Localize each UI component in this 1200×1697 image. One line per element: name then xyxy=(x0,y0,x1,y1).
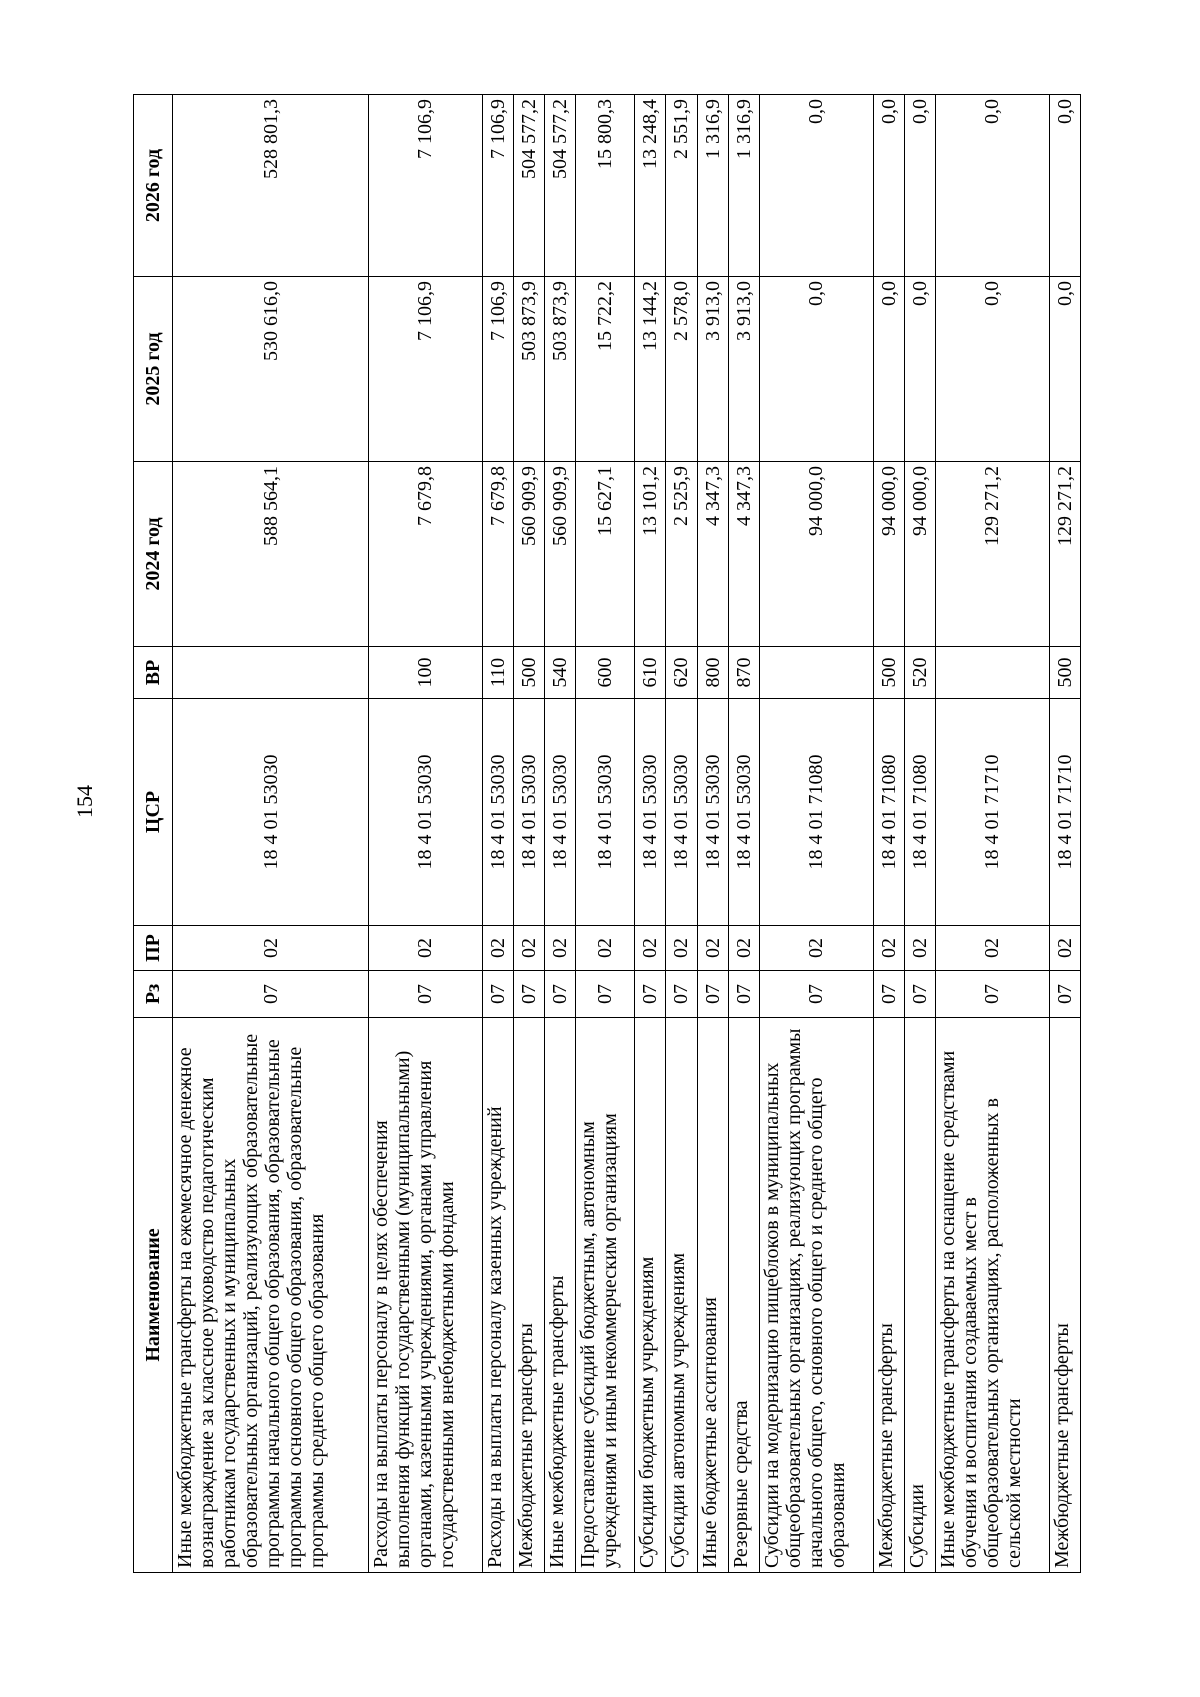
cell-2026: 1 316,9 xyxy=(697,95,728,277)
cell-2026: 13 248,4 xyxy=(635,95,666,277)
cell-2026: 15 800,3 xyxy=(576,95,635,277)
cell-vr: 500 xyxy=(1049,647,1080,699)
cell-rz: 07 xyxy=(666,971,697,1018)
cell-pr: 02 xyxy=(936,926,1050,971)
cell-name: Иные межбюджетные трансферты на оснащение средствами обучения и воспитания создаваемых мест в общеобразовательных организациях, расположенных в сельской местности xyxy=(936,1018,1050,1573)
cell-vr: 870 xyxy=(728,647,759,699)
cell-2024: 560 909,9 xyxy=(545,462,576,647)
cell-pr: 02 xyxy=(576,926,635,971)
cell-2025: 530 616,0 xyxy=(173,277,369,462)
cell-2026: 0,0 xyxy=(873,95,904,277)
cell-2025: 13 144,2 xyxy=(635,277,666,462)
cell-vr: 540 xyxy=(545,647,576,699)
table-row xyxy=(513,95,544,1573)
cell-2026: 1 316,9 xyxy=(728,95,759,277)
header-vr: ВР xyxy=(134,647,173,699)
cell-2026: 504 577,2 xyxy=(513,95,544,277)
cell-2026: 7 106,9 xyxy=(482,95,513,277)
cell-2026: 0,0 xyxy=(936,95,1050,277)
cell-vr: 100 xyxy=(369,647,483,699)
cell-name: Расходы на выплаты персоналу в целях обеспечения выполнения функций государственными (муниципальными) органами, казенными учреждениями, органами управления государственными внебюджетными фондами xyxy=(369,1018,483,1573)
cell-csr: 18 4 01 53030 xyxy=(545,699,576,926)
cell-csr: 18 4 01 71080 xyxy=(873,699,904,926)
cell-rz: 07 xyxy=(545,971,576,1018)
table-row xyxy=(1049,95,1080,1573)
cell-vr: 620 xyxy=(666,647,697,699)
cell-pr: 02 xyxy=(482,926,513,971)
cell-2024: 7 679,8 xyxy=(482,462,513,647)
cell-2024: 2 525,9 xyxy=(666,462,697,647)
cell-2024: 94 000,0 xyxy=(873,462,904,647)
table-row xyxy=(873,95,904,1573)
cell-name: Субсидии автономным учреждениям xyxy=(666,1018,697,1573)
cell-2024: 129 271,2 xyxy=(1049,462,1080,647)
cell-name: Межбюджетные трансферты xyxy=(1049,1018,1080,1573)
cell-csr: 18 4 01 71080 xyxy=(759,699,873,926)
cell-2026: 0,0 xyxy=(904,95,935,277)
cell-2025: 503 873,9 xyxy=(545,277,576,462)
table-row xyxy=(697,95,728,1573)
cell-rz: 07 xyxy=(1049,971,1080,1018)
cell-name: Субсидии на модернизацию пищеблоков в муниципальных общеобразовательных организациях, реализующих программы начального общего, основного общего и среднего общего образования xyxy=(759,1018,873,1573)
cell-rz: 07 xyxy=(482,971,513,1018)
cell-2025: 3 913,0 xyxy=(728,277,759,462)
cell-name: Субсидии бюджетным учреждениям xyxy=(635,1018,666,1573)
table-row xyxy=(545,95,576,1573)
cell-vr: 600 xyxy=(576,647,635,699)
cell-vr: 500 xyxy=(873,647,904,699)
cell-csr: 18 4 01 53030 xyxy=(728,699,759,926)
cell-2024: 13 101,2 xyxy=(635,462,666,647)
budget-table xyxy=(133,94,1081,1573)
cell-vr: 520 xyxy=(904,647,935,699)
cell-2024: 560 909,9 xyxy=(513,462,544,647)
cell-2024: 94 000,0 xyxy=(904,462,935,647)
cell-name: Резервные средства xyxy=(728,1018,759,1573)
table-row xyxy=(904,95,935,1573)
cell-2025: 0,0 xyxy=(904,277,935,462)
table-row xyxy=(173,95,369,1573)
cell-2026: 7 106,9 xyxy=(369,95,483,277)
cell-pr: 02 xyxy=(873,926,904,971)
cell-csr: 18 4 01 53030 xyxy=(369,699,483,926)
cell-csr: 18 4 01 53030 xyxy=(576,699,635,926)
header-name: Наименование xyxy=(134,1018,173,1573)
cell-rz: 07 xyxy=(513,971,544,1018)
rotated-table-container xyxy=(133,95,1081,1573)
cell-csr: 18 4 01 53030 xyxy=(697,699,728,926)
cell-rz: 07 xyxy=(576,971,635,1018)
cell-pr: 02 xyxy=(545,926,576,971)
cell-2025: 7 106,9 xyxy=(369,277,483,462)
cell-name: Иные межбюджетные трансферты на ежемесячное денежное вознаграждение за классное руководство педагогическим работникам государственных и муниципальных образовательных организаций, реализующих образовательные программы начального общего образования, образовательные программы основного общего образования, образовательные программы среднего общего образования xyxy=(173,1018,369,1573)
cell-2024: 7 679,8 xyxy=(369,462,483,647)
cell-vr: 110 xyxy=(482,647,513,699)
cell-2025: 15 722,2 xyxy=(576,277,635,462)
cell-rz: 07 xyxy=(697,971,728,1018)
cell-2024: 15 627,1 xyxy=(576,462,635,647)
cell-2025: 2 578,0 xyxy=(666,277,697,462)
cell-rz: 07 xyxy=(904,971,935,1018)
cell-2024: 4 347,3 xyxy=(697,462,728,647)
cell-2025: 503 873,9 xyxy=(513,277,544,462)
cell-csr: 18 4 01 71710 xyxy=(1049,699,1080,926)
cell-rz: 07 xyxy=(728,971,759,1018)
cell-2024: 588 564,1 xyxy=(173,462,369,647)
cell-2024: 94 000,0 xyxy=(759,462,873,647)
cell-name: Иные межбюджетные трансферты xyxy=(545,1018,576,1573)
cell-2025: 3 913,0 xyxy=(697,277,728,462)
cell-pr: 02 xyxy=(173,926,369,971)
cell-vr: 610 xyxy=(635,647,666,699)
header-2025: 2025 год xyxy=(134,277,173,462)
table-row xyxy=(576,95,635,1573)
cell-pr: 02 xyxy=(697,926,728,971)
cell-csr: 18 4 01 53030 xyxy=(173,699,369,926)
cell-pr: 02 xyxy=(759,926,873,971)
cell-csr: 18 4 01 71080 xyxy=(904,699,935,926)
table-row xyxy=(482,95,513,1573)
cell-2025: 0,0 xyxy=(1049,277,1080,462)
table-row xyxy=(936,95,1050,1573)
table-row xyxy=(369,95,483,1573)
header-pr: ПР xyxy=(134,926,173,971)
cell-vr xyxy=(936,647,1050,699)
cell-vr xyxy=(173,647,369,699)
cell-pr: 02 xyxy=(635,926,666,971)
cell-pr: 02 xyxy=(904,926,935,971)
cell-2026: 504 577,2 xyxy=(545,95,576,277)
cell-pr: 02 xyxy=(513,926,544,971)
cell-rz: 07 xyxy=(173,971,369,1018)
cell-rz: 07 xyxy=(369,971,483,1018)
table-row xyxy=(728,95,759,1573)
header-2026: 2026 год xyxy=(134,95,173,277)
cell-name: Расходы на выплаты персоналу казенных учреждений xyxy=(482,1018,513,1573)
cell-vr xyxy=(759,647,873,699)
cell-2025: 0,0 xyxy=(759,277,873,462)
cell-rz: 07 xyxy=(873,971,904,1018)
cell-2025: 7 106,9 xyxy=(482,277,513,462)
header-2024: 2024 год xyxy=(134,462,173,647)
cell-2025: 0,0 xyxy=(873,277,904,462)
cell-2026: 528 801,3 xyxy=(173,95,369,277)
table-row xyxy=(666,95,697,1573)
cell-name: Межбюджетные трансферты xyxy=(513,1018,544,1573)
cell-name: Межбюджетные трансферты xyxy=(873,1018,904,1573)
cell-2024: 4 347,3 xyxy=(728,462,759,647)
header-csr: ЦСР xyxy=(134,699,173,926)
cell-name: Иные бюджетные ассигнования xyxy=(697,1018,728,1573)
cell-csr: 18 4 01 53030 xyxy=(666,699,697,926)
cell-vr: 800 xyxy=(697,647,728,699)
cell-pr: 02 xyxy=(1049,926,1080,971)
cell-name: Субсидии xyxy=(904,1018,935,1573)
cell-vr: 500 xyxy=(513,647,544,699)
cell-2026: 0,0 xyxy=(1049,95,1080,277)
cell-csr: 18 4 01 53030 xyxy=(635,699,666,926)
cell-name: Предоставление субсидий бюджетным, автономным учреждениям и иным некоммерческим организациям xyxy=(576,1018,635,1573)
cell-pr: 02 xyxy=(666,926,697,971)
cell-2025: 0,0 xyxy=(936,277,1050,462)
cell-pr: 02 xyxy=(728,926,759,971)
page-number: 154 xyxy=(72,785,97,818)
cell-rz: 07 xyxy=(759,971,873,1018)
cell-csr: 18 4 01 53030 xyxy=(513,699,544,926)
header-rz: Рз xyxy=(134,971,173,1018)
cell-2026: 2 551,9 xyxy=(666,95,697,277)
cell-csr: 18 4 01 71710 xyxy=(936,699,1050,926)
cell-pr: 02 xyxy=(369,926,483,971)
table-row xyxy=(635,95,666,1573)
cell-2026: 0,0 xyxy=(759,95,873,277)
cell-rz: 07 xyxy=(635,971,666,1018)
table-row xyxy=(759,95,873,1573)
table-header-row xyxy=(134,95,173,1573)
cell-rz: 07 xyxy=(936,971,1050,1018)
cell-2024: 129 271,2 xyxy=(936,462,1050,647)
cell-csr: 18 4 01 53030 xyxy=(482,699,513,926)
